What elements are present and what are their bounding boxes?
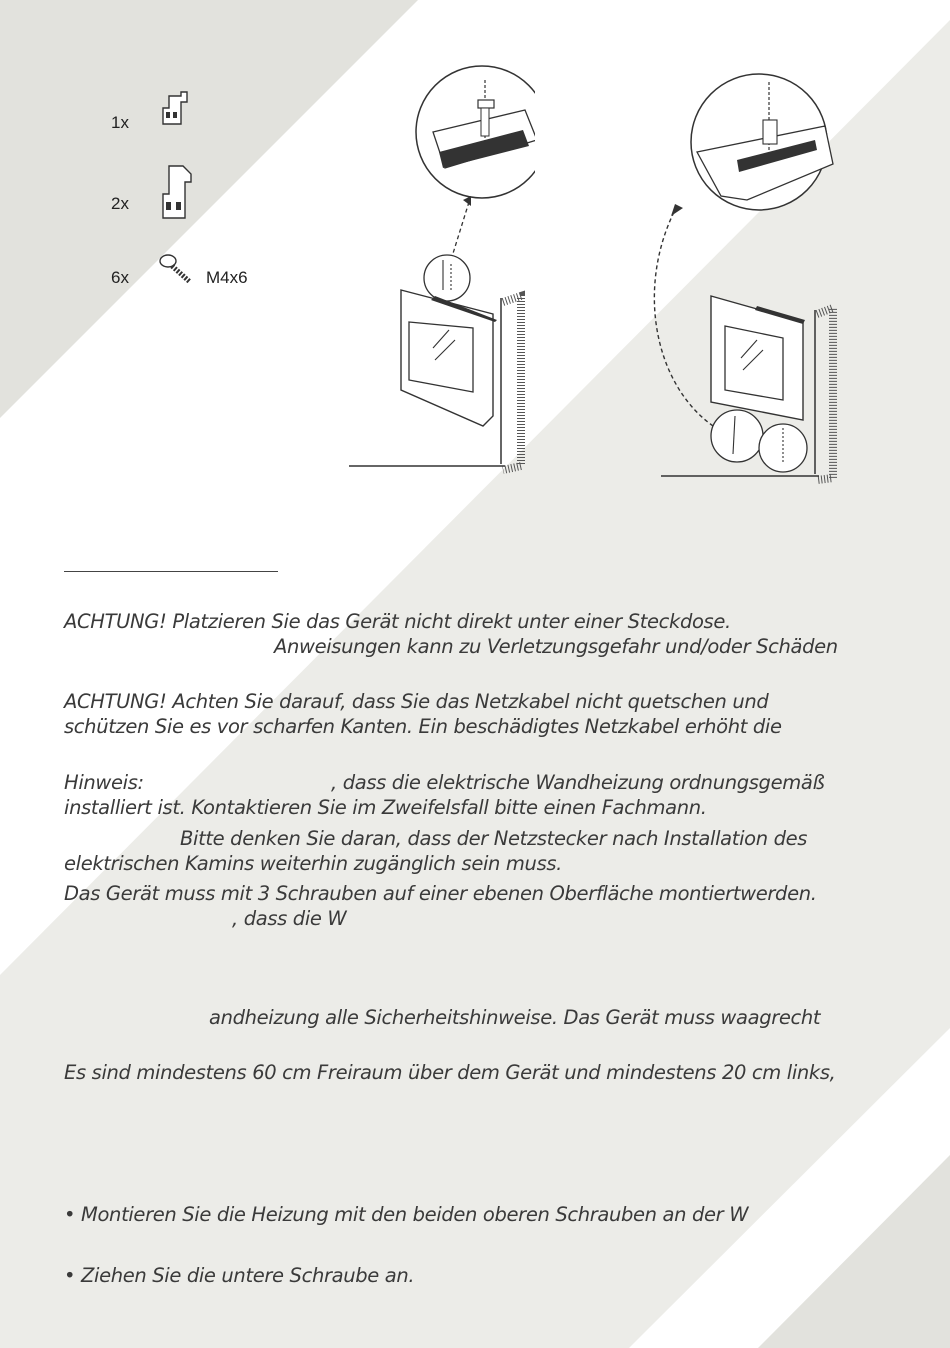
- warning-socket: ACHTUNG! Platzieren Sie das Gerät nicht direkt unter einer Steckdose.: [64, 610, 731, 633]
- step-tighten-bottom-screw: • Ziehen Sie die untere Schraube an.: [64, 1264, 415, 1287]
- note-level: andheizung alle Sicherheitshinweise. Das Gerät muss waagrecht: [209, 1006, 821, 1029]
- note-installed-2: installiert ist. Kontaktieren Sie im Zweifelsfall bitte einen Fachmann.: [64, 796, 707, 819]
- note-plug-2: elektrischen Kamins weiterhin zugänglich sein muss.: [64, 852, 563, 875]
- note-screws: Das Gerät muss mit 3 Schrauben auf einer ebenen Oberfläche montiertwerden.: [64, 882, 817, 905]
- screw-size-label: M4x6: [206, 268, 248, 287]
- mounting-diagram-top-screws: [345, 60, 535, 480]
- warning-instructions: Anweisungen kann zu Verletzungsgefahr und/oder Schäden: [274, 635, 838, 658]
- note-label: Hinweis:: [64, 771, 144, 794]
- note-heater-fragment: , dass die W: [232, 907, 347, 930]
- step-mount-top-screws: • Montieren Sie die Heizung mit den beiden oberen Schrauben an der W: [64, 1203, 749, 1226]
- note-plug-1: Bitte denken Sie daran, dass der Netzstecker nach Installation des: [180, 827, 808, 850]
- section-rule: [64, 571, 278, 572]
- single-bracket-icon: [155, 88, 195, 136]
- warning-cable-2: schützen Sie es vor scharfen Kanten. Ein beschädigtes Netzkabel erhöht die: [64, 715, 782, 738]
- part-qty-bracket-double: 2x: [111, 194, 129, 213]
- note-clearance: Es sind mindestens 60 cm Freiraum über dem Gerät und mindestens 20 cm links,: [64, 1061, 836, 1084]
- part-qty-bracket-single: 1x: [111, 113, 129, 132]
- double-bracket-icon: [155, 160, 197, 226]
- warning-cable-1: ACHTUNG! Achten Sie darauf, dass Sie das Netzkabel nicht quetschen und: [64, 690, 769, 713]
- part-qty-screw: 6x: [111, 268, 129, 287]
- screw-icon: [156, 250, 198, 288]
- mounting-diagram-bottom-screw: [635, 60, 845, 490]
- note-installed-1: , dass die elektrische Wandheizung ordnungsgemäß: [331, 771, 825, 794]
